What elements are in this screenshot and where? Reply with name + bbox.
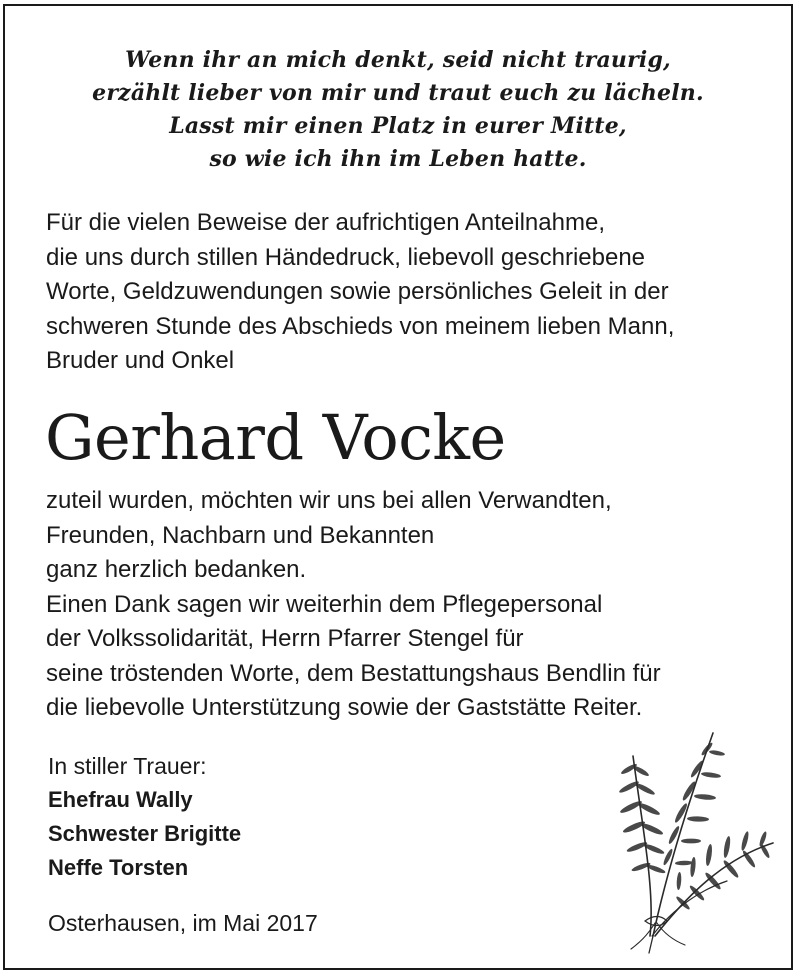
verse-line: Lasst mir einen Platz in eurer Mitte, [169, 113, 627, 139]
verse-line: Wenn ihr an mich denkt, seid nicht traurig, [125, 47, 671, 73]
text-line: schweren Stunde des Abschieds von meinem lieben Mann, [46, 312, 675, 340]
text-line: die liebevolle Unterstützung sowie der Gaststätte Reiter. [46, 694, 643, 721]
mourner-name: Schwester Brigitte [48, 821, 242, 846]
text-line: Einen Dank sagen wir weiterhin dem Pflegepersonal [46, 590, 603, 618]
verse-block [5, 44, 791, 176]
text-line: Freunden, Nachbarn und Bekannten [46, 521, 435, 549]
verse-line: erzählt lieber von mir und traut euch zu lächeln. [92, 80, 704, 106]
mourning-intro: In stiller Trauer: [48, 753, 207, 779]
fern-icon [595, 721, 795, 961]
text-line: ganz herzlich bedanken. [46, 556, 307, 583]
thanks-paragraph-intro [46, 206, 674, 379]
deceased-name: Gerhard Vocke [45, 401, 506, 474]
text-line: zuteil wurden, möchten wir uns bei allen Verwandten, [46, 487, 612, 514]
place-date: Osterhausen, im Mai 2017 [48, 910, 318, 936]
text-line: der Volkssolidarität, Herrn Pfarrer Stengel für [46, 625, 524, 652]
text-line: Worte, Geldzuwendungen sowie persönliches Geleit in der [46, 278, 669, 305]
text-line: seine tröstenden Worte, dem Bestattungshaus Bendlin für [46, 659, 661, 687]
mourners-block [48, 749, 241, 885]
text-line: die uns durch stillen Händedruck, liebevoll geschriebene [46, 243, 646, 271]
obituary-frame [3, 4, 793, 970]
text-line: Für die vielen Beweise der aufrichtigen Anteilnahme, [46, 209, 605, 236]
mourner-name: Ehefrau Wally [48, 787, 193, 812]
verse-line: so wie ich ihn im Leben hatte. [209, 146, 587, 172]
text-line: Bruder und Onkel [46, 347, 235, 374]
mourner-name: Neffe Torsten [48, 855, 189, 880]
thanks-paragraph-main [46, 484, 661, 726]
